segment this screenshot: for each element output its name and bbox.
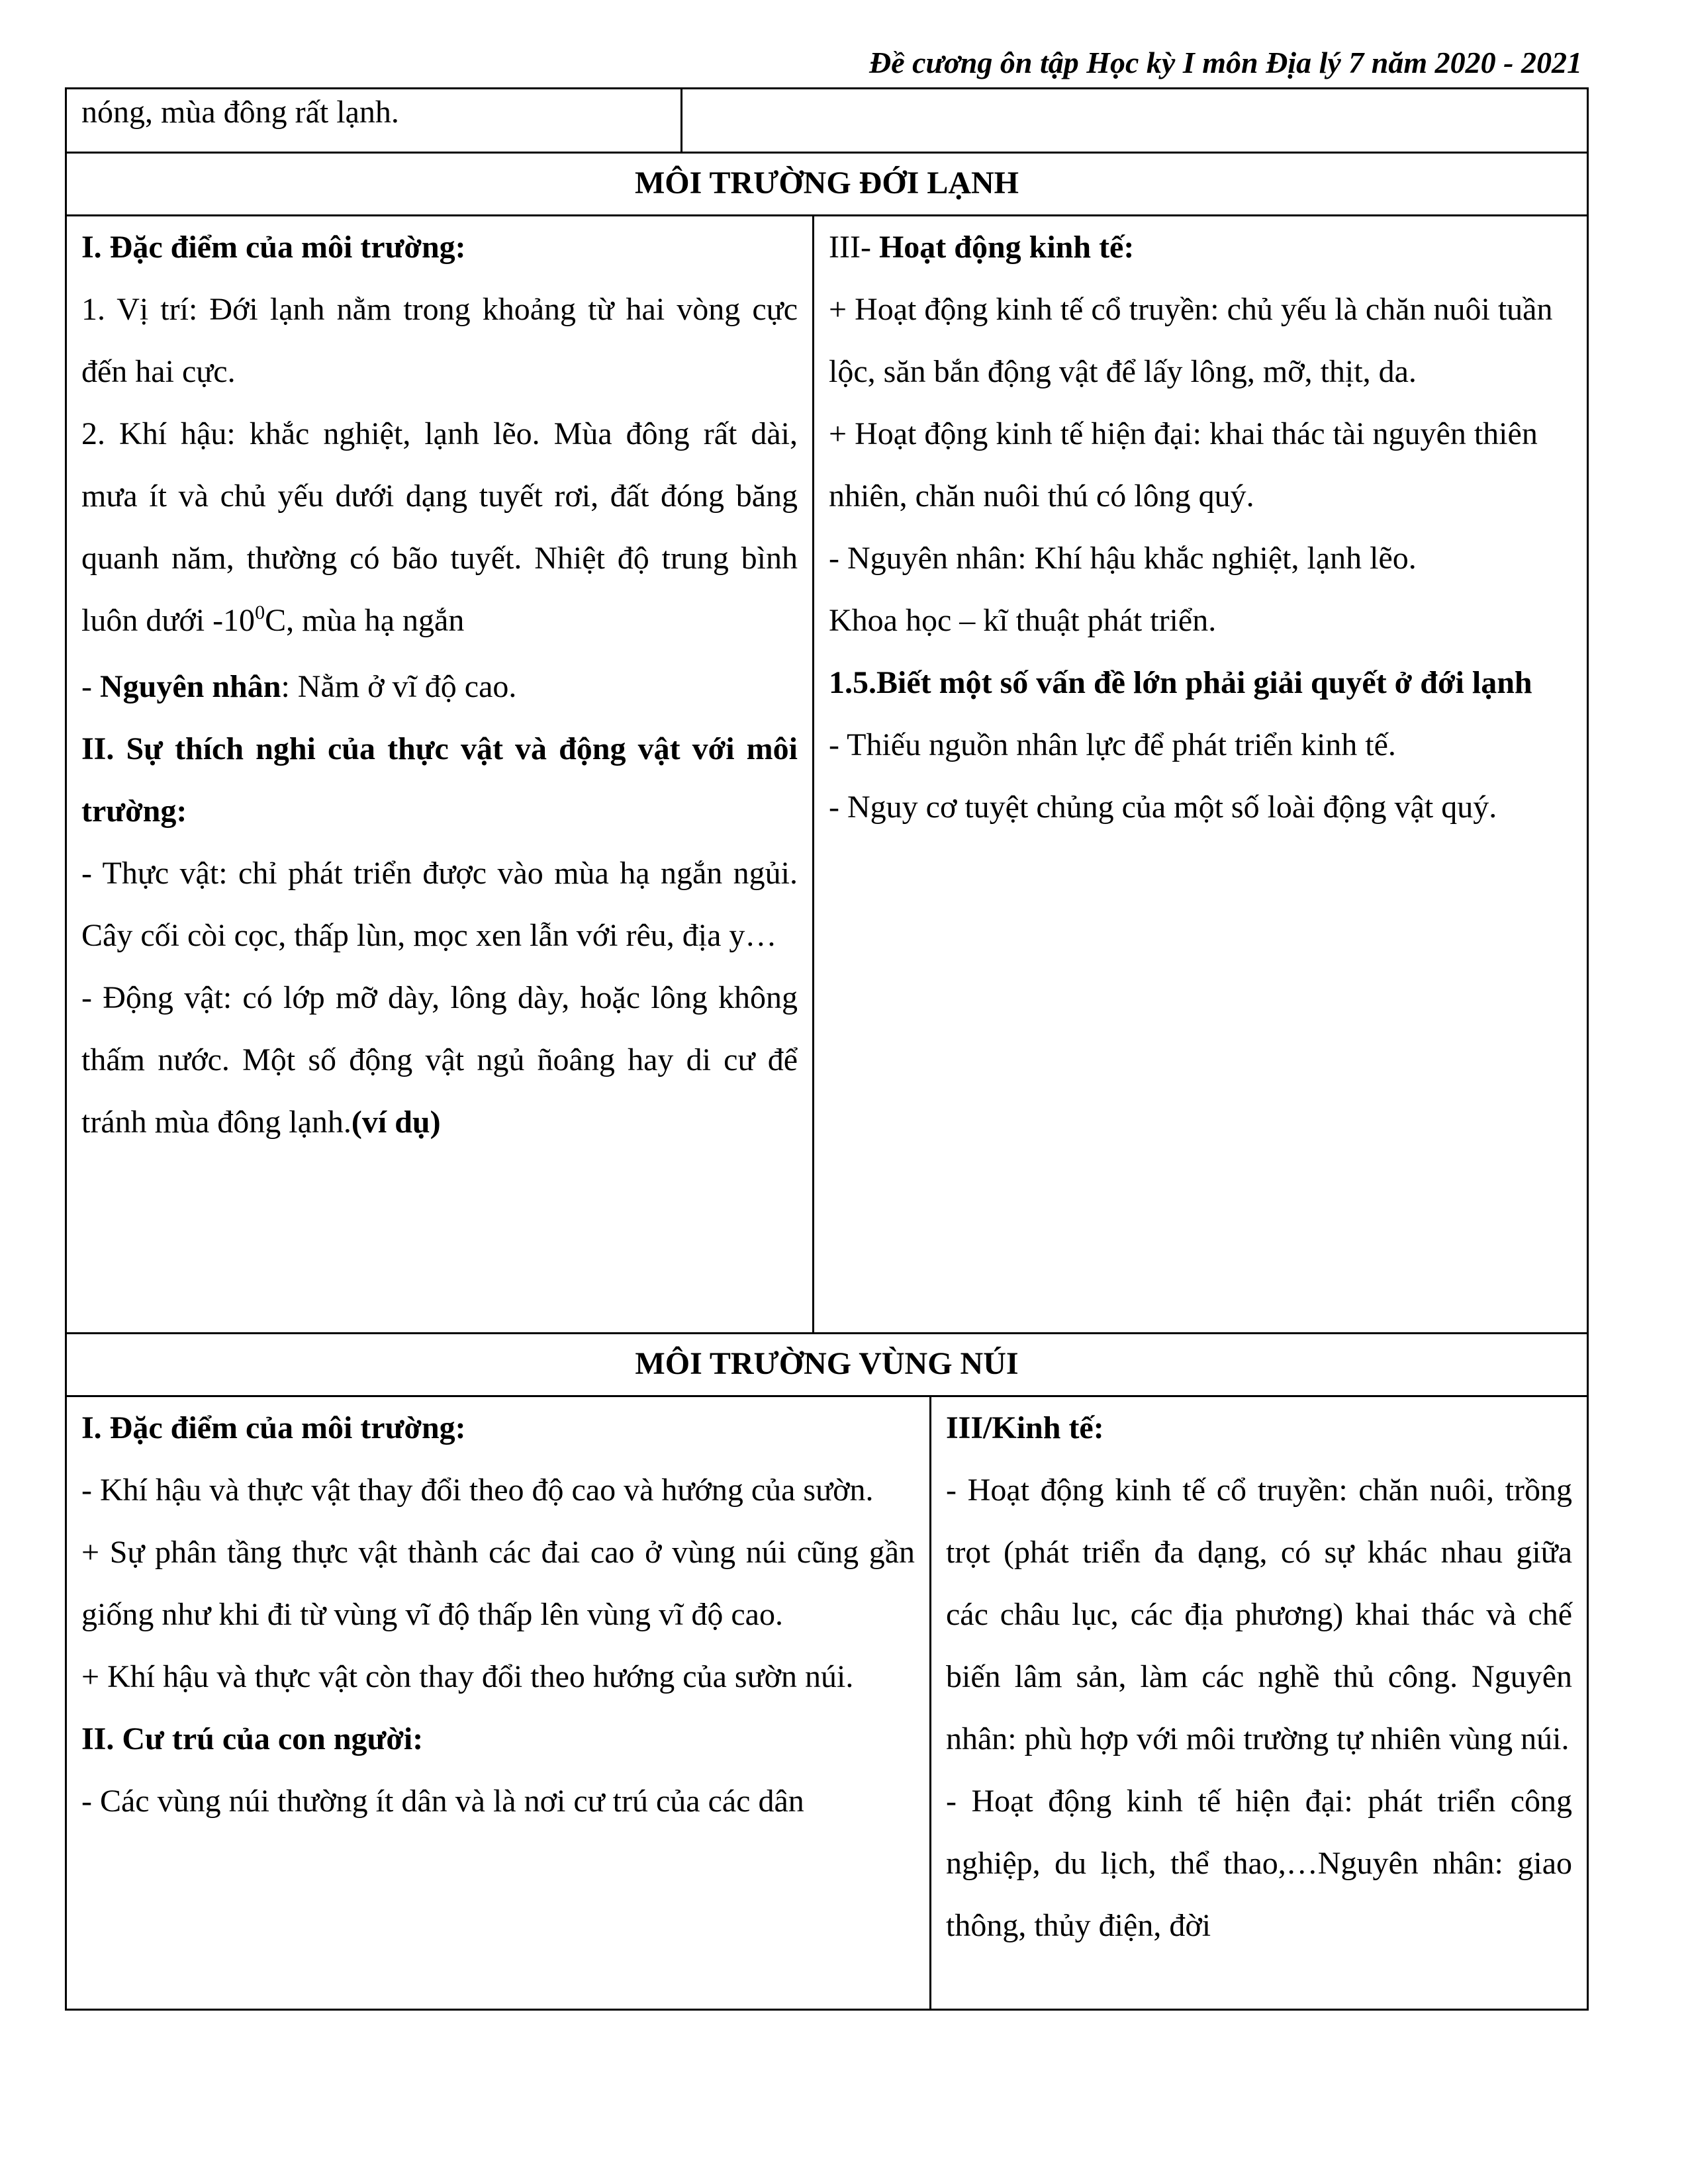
cold-animals-main: - Động vật: có lớp mỡ dày, lông dày, hoặc lông không thấm nước. Một số động vật ngủ ñoâng hay di cư để tránh mùa đông lạnh. — [81, 980, 798, 1140]
section-mountain — [65, 1332, 1589, 2011]
top-row-left-text: nóng, mùa đông rất lạnh. — [81, 95, 399, 130]
top-row — [65, 87, 1589, 154]
cold-traditional-economy: + Hoạt động kinh tế cổ truyền: chủ yếu là chăn nuôi tuần lộc, săn bắn động vật để lấy lông, mỡ, thịt, da. — [829, 292, 1553, 389]
cold-economy-prefix: III- — [829, 230, 879, 265]
cold-location-text: 1. Vị trí: Đới lạnh nằm trong khoảng từ hai vòng cực đến hai cực. — [81, 292, 798, 389]
cold-animals-example: (ví dụ) — [351, 1105, 441, 1140]
cold-economy-cause: - Nguyên nhân: Khí hậu khắc nghiệt, lạnh lẽo. — [829, 541, 1417, 576]
mountain-climate-text: - Khí hậu và thực vật thay đổi theo độ cao và hướng của sườn. — [81, 1473, 874, 1508]
cold-right-column — [814, 216, 1587, 1332]
section-mountain-title: MÔI TRƯỜNG VÙNG NÚI — [635, 1346, 1019, 1381]
cold-economy-science: Khoa học – kĩ thuật phát triển. — [829, 603, 1217, 638]
cold-climate-text — [81, 403, 798, 656]
mountain-slope-text: + Khí hậu và thực vật còn thay đổi theo hướng của sườn núi. — [81, 1659, 854, 1694]
cold-issue-extinction: - Nguy cơ tuyệt chủng của một số loài động vật quý. — [829, 790, 1497, 825]
mountain-residence-text: - Các vùng núi thường ít dân và là nơi cư trú của các dân — [81, 1784, 804, 1819]
cold-heading-adaptation: II. Sự thích nghi của thực vật và động vật với môi trường: — [81, 731, 798, 829]
cold-cause-dash: - — [81, 669, 100, 704]
cold-heading-issues: 1.5.Biết một số vấn đề lớn phải giải quyết ở đới lạnh — [829, 665, 1532, 700]
mountain-traditional-economy: - Hoạt động kinh tế cổ truyền: chăn nuôi, trồng trọt (phát triển đa dạng, có sự khác nhau giữa các châu lục, các địa phương) khai thác và chế biến lâm sản, làm các nghề thủ công. Nguyên nhân: phù hợp với môi trường tự nhiên vùng núi. — [946, 1473, 1572, 1756]
mountain-right-column — [931, 1397, 1587, 2009]
cold-cause-label: Nguyên nhân — [99, 669, 281, 704]
cold-cause-text — [81, 656, 798, 718]
section-cold-title: MÔI TRƯỜNG ĐỚI LẠNH — [634, 165, 1019, 201]
cold-heading-economy — [829, 216, 1572, 279]
cold-left-column — [67, 216, 814, 1332]
cold-climate-b: C, mùa hạ ngắn — [265, 603, 465, 638]
cold-plants-text: - Thực vật: chỉ phát triển được vào mùa hạ ngắn ngủi. Cây cối còi cọc, thấp lùn, mọc xen lẫn với rêu, địa y… — [81, 856, 798, 953]
mountain-heading-residence: II. Cư trú của con người: — [81, 1721, 424, 1756]
cold-economy-label: Hoạt động kinh tế: — [878, 230, 1135, 265]
cold-animals-text — [81, 967, 798, 1154]
cold-issue-labor: - Thiếu nguồn nhân lực để phát triển kinh tế. — [829, 727, 1396, 762]
cold-modern-economy: + Hoạt động kinh tế hiện đại: khai thác tài nguyên thiên nhiên, chăn nuôi thú có lông quý. — [829, 416, 1538, 514]
cold-cause-rest: : Nằm ở vĩ độ cao. — [281, 669, 517, 704]
mountain-modern-economy: - Hoạt động kinh tế hiện đại: phát triển công nghiệp, du lịch, thể thao,…Nguyên nhân: giao thông, thủy điện, đời — [946, 1784, 1572, 1943]
mountain-vegetation-layers: + Sự phân tầng thực vật thành các đai cao ở vùng núi cũng gần giống như khi đi từ vùng vĩ độ thấp lên vùng vĩ độ cao. — [81, 1535, 915, 1632]
top-row-left-cell — [67, 89, 682, 152]
mountain-heading-environment: I. Đặc điểm của môi trường: — [81, 1410, 466, 1445]
page-header: Đề cương ôn tập Học kỳ I môn Địa lý 7 năm 2020 - 2021 — [868, 46, 1582, 79]
cold-climate-a: 2. Khí hậu: khắc nghiệt, lạnh lẽo. Mùa đông rất dài, mưa ít và chủ yếu dưới dạng tuyết rơi, đất đóng băng quanh năm, thường có bão tuyết. Nhiệt độ trung bình luôn dưới -10 — [81, 416, 798, 638]
cold-heading-environment: I. Đặc điểm của môi trường: — [81, 230, 466, 265]
degree-superscript: 0 — [255, 602, 265, 623]
mountain-heading-economy: III/Kinh tế: — [946, 1410, 1104, 1445]
mountain-left-column — [67, 1397, 931, 2009]
section-cold — [65, 152, 1589, 1334]
